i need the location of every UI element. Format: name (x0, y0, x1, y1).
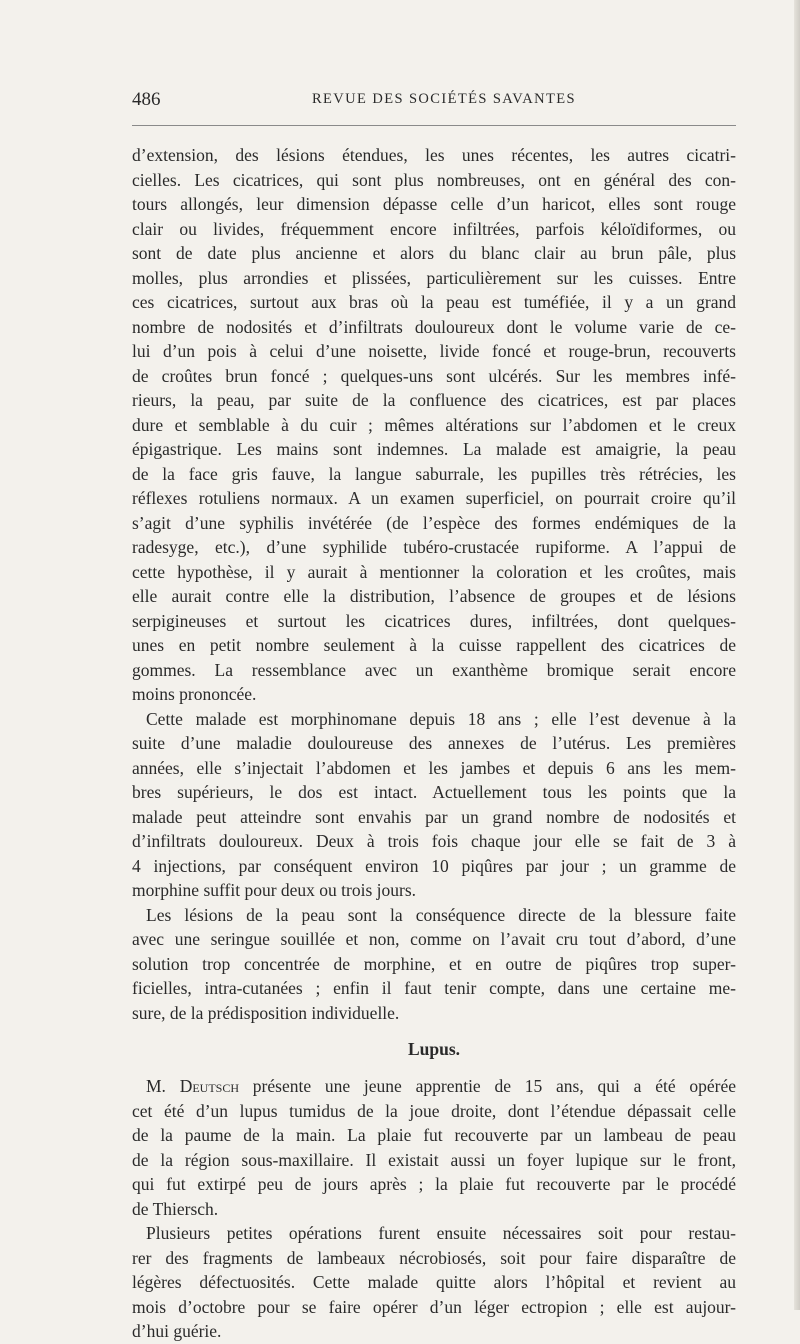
text-line: 4 injections, par conséquent environ 10 piqûres par jour ; un gramme de (132, 855, 736, 876)
body-text (132, 143, 736, 1344)
text-line: cet été d’un lupus tumidus de la joue droite, dont l’étendue dépassait celle (132, 1100, 736, 1121)
text-line: sure, de la prédisposition individuelle. (132, 1002, 400, 1023)
text-line: réflexes rotuliens normaux. A un examen superficiel, on pourrait croire qu’il (132, 488, 736, 508)
text-line: de la paume de la main. La plaie fut recouverte par un lambeau de peau (132, 1125, 736, 1145)
text-line: avec une seringue souillée et non, comme on l’avait cru tout d’abord, d’une (132, 929, 736, 949)
text-line: de la face gris fauve, la langue saburrale, les pupilles très rétrécies, les (132, 463, 736, 484)
text-line: Plusieurs petites opérations furent ensuite nécessaires soit pour restau- (146, 1223, 736, 1243)
text-line: épigastrique. Les mains sont indemnes. La malade est amaigrie, la peau (132, 439, 736, 459)
text-line: qui fut extirpé peu de jours après ; la plaie fut recouverte par le procédé (132, 1174, 736, 1194)
text-line: serpigineuses et surtout les cicatrices dures, infiltrées, dont quelques- (132, 610, 736, 631)
text-line: Cette malade est morphinomane depuis 18 ans ; elle l’est devenue à la (146, 708, 736, 729)
text-line: rieurs, la peau, par suite de la confluence des cicatrices, est par places (132, 390, 736, 410)
text-line: unes en petit nombre seulement à la cuisse rappellent des cicatrices de (132, 635, 736, 655)
paragraph-1 (132, 143, 736, 707)
text-line: légères défectuosités. Cette malade quitte alors l’hôpital et revient au (132, 1272, 736, 1292)
paragraph-2 (132, 707, 736, 903)
text-line: solution trop concentrée de morphine, et en outre de piqûres trop super- (132, 953, 736, 974)
text-line: cette hypothèse, il y aurait à mentionner la coloration et les croûtes, mais (132, 561, 736, 582)
text-line: elle aurait contre elle la distribution, l’absence de groupes et de lésions (132, 586, 736, 606)
text-line: morphine suffit pour deux ou trois jours. (132, 880, 417, 900)
text-line: d’infiltrats douloureux. Deux à trois fois chaque jour elle se fait de 3 à (132, 831, 736, 851)
text-line: nombre de nodosités et d’infiltrats douloureux dont le volume varie de ce- (132, 316, 736, 337)
honorific: M. (146, 1076, 180, 1096)
text-line: tours allongés, leur dimension dépasse celle d’un haricot, elles sont rouge (132, 194, 736, 214)
paragraph-5 (132, 1221, 736, 1344)
text-line: rer des fragments de lambeaux nécrobiosés, soit pour faire disparaître de (132, 1247, 736, 1268)
text-line: moins prononcée. (132, 684, 257, 704)
text-line: ces cicatrices, surtout aux bras où la peau est tuméfiée, il y a un grand (132, 292, 736, 312)
text-line: suite d’une maladie douloureuse des annexes de l’utérus. Les premières (132, 733, 736, 753)
text-line: sont de date plus ancienne et alors du blanc clair au brun pâle, plus (132, 243, 736, 263)
text-line: de Thiersch. (132, 1198, 219, 1219)
text-line: Les lésions de la peau sont la conséquence directe de la blessure faite (146, 904, 736, 925)
page-header (132, 89, 736, 111)
text-line: malade peut atteindre sont envahis par un grand nombre de nodosités et (132, 806, 736, 827)
text-line: bres supérieurs, le dos est intact. Actuellement tous les points que la (132, 782, 736, 802)
text-line (132, 1074, 736, 1099)
page-number: 486 (132, 89, 161, 110)
text-line: gommes. La ressemblance avec un exanthème bromique serait encore (132, 659, 736, 680)
text-line: molles, plus arrondies et plissées, particulièrement sur les cuisses. Entre (132, 267, 736, 288)
text-line: d’extension, des lésions étendues, les unes récentes, les autres cicatri- (132, 145, 736, 165)
paragraph-3 (132, 903, 736, 1026)
header-rule (132, 125, 736, 126)
text-line: de la région sous-maxillaire. Il existait aussi un foyer lupique sur le front, (132, 1149, 736, 1170)
text-line: s’agit d’une syphilis invétérée (de l’espèce des formes endémiques de la (132, 512, 736, 533)
running-title: REVUE DES SOCIÉTÉS SAVANTES (311, 91, 577, 107)
paragraph-4 (132, 1074, 736, 1221)
page-edge-shadow (794, 0, 800, 1310)
text-line: années, elle s’injectait l’abdomen et les jambes et depuis 6 ans les mem- (132, 757, 736, 778)
text-line: mois d’octobre pour se faire opérer d’un léger ectropion ; elle est aujour- (132, 1296, 736, 1317)
text-line: lui d’un pois à celui d’une noisette, livide foncé et rouge-brun, recouverts (132, 341, 736, 361)
text-line: d’hui guérie. (132, 1321, 222, 1341)
text-line: clair ou livides, fréquemment encore infiltrées, parfois kéloïdiformes, ou (132, 218, 736, 239)
text-line: radesyge, etc.), d’une syphilide tubéro-crustacée rupiforme. A l’appui de (132, 537, 736, 557)
text-line: cielles. Les cicatrices, qui sont plus nombreuses, ont en général des con- (132, 169, 736, 190)
author-name: Deutsch (179, 1076, 240, 1096)
section-title: Lupus. (407, 1039, 461, 1059)
text-run: présente une jeune apprentie de 15 ans, qui a été opérée (239, 1076, 736, 1096)
text-line: de croûtes brun foncé ; quelques-uns sont ulcérés. Sur les membres infé- (132, 365, 736, 386)
text-line: dure et semblable à du cuir ; mêmes altérations sur l’abdomen et le creux (132, 414, 736, 435)
text-line: ficielles, intra-cutanées ; enfin il faut tenir compte, dans une certaine me- (132, 978, 736, 998)
